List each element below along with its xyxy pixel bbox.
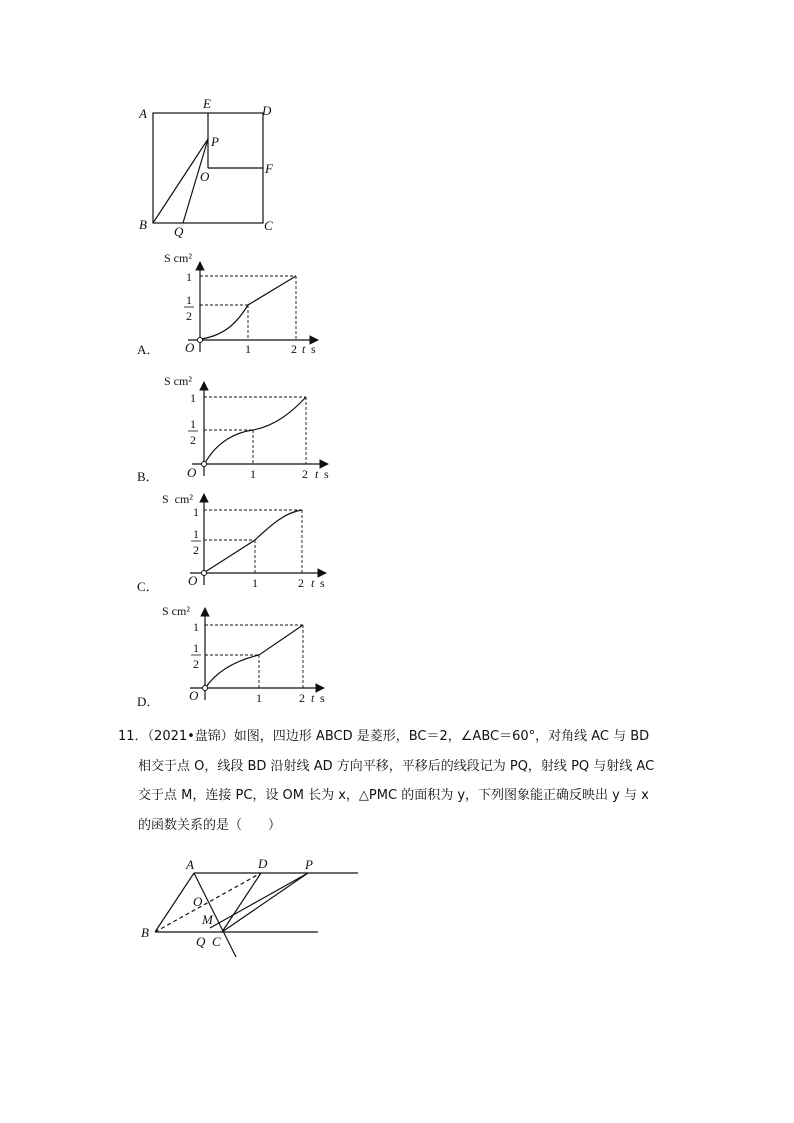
question-line-2: 相交于点 O，线段 BD 沿射线 AD 方向平移，平移后的线段记为 PQ，射线 PQ 与射线 AC xyxy=(138,758,655,774)
label-e: E xyxy=(203,96,211,111)
tick-x2: 2 xyxy=(302,467,308,481)
graph-d xyxy=(137,604,325,709)
option-a-letter: A． xyxy=(137,342,160,357)
axis-unit: s xyxy=(320,576,325,590)
tick-half-num: 1 xyxy=(186,293,192,307)
tick-x1: 1 xyxy=(252,576,258,590)
tick-y1: 1 xyxy=(186,270,192,284)
label-o: O xyxy=(200,169,210,184)
label-a: A xyxy=(186,857,194,872)
label-p: P xyxy=(305,857,313,872)
ylabel-c: S cm² xyxy=(162,492,193,506)
tick-x1: 1 xyxy=(245,342,251,356)
origin-label: O xyxy=(185,340,195,355)
question-11 xyxy=(118,722,688,840)
axis-unit: s xyxy=(324,467,329,481)
curve-a xyxy=(201,276,296,339)
tick-x2: 2 xyxy=(299,691,305,705)
question-line-4: 的函数关系的是（ ） xyxy=(138,817,282,833)
option-b-letter: B． xyxy=(137,469,159,484)
label-q: Q xyxy=(196,934,206,949)
axis-t: t xyxy=(302,342,306,356)
tick-x2: 2 xyxy=(291,342,297,356)
tick-x1: 1 xyxy=(256,691,262,705)
curve-c xyxy=(205,510,302,572)
ylabel-d: S cm² xyxy=(162,604,190,618)
tick-half-num: 1 xyxy=(193,641,199,655)
label-c: C xyxy=(264,218,273,233)
tick-half-num: 1 xyxy=(190,417,196,431)
tick-y1: 1 xyxy=(193,505,199,519)
origin-label: O xyxy=(187,465,197,480)
label-b: B xyxy=(139,217,147,232)
label-d: D xyxy=(258,856,268,871)
axis-t: t xyxy=(311,576,315,590)
label-c: C xyxy=(212,934,221,949)
graph-a xyxy=(137,251,318,357)
ylabel-b: S cm² xyxy=(164,374,192,388)
label-a: A xyxy=(139,106,147,121)
origin-label: O xyxy=(189,688,199,703)
tick-x2: 2 xyxy=(298,576,304,590)
label-f: F xyxy=(265,161,273,176)
axis-t: t xyxy=(311,691,315,705)
graph-b xyxy=(137,374,329,484)
axis-unit: s xyxy=(320,691,325,705)
tick-half-num: 1 xyxy=(193,527,199,541)
option-d-letter: D． xyxy=(137,694,160,709)
tick-half-den: 2 xyxy=(193,543,199,557)
segment-pq xyxy=(210,873,308,928)
tick-y1: 1 xyxy=(193,620,199,634)
label-b: B xyxy=(141,925,149,940)
tick-half-den: 2 xyxy=(186,309,192,323)
question-line-3: 交于点 M，连接 PC，设 OM 长为 x，△PMC 的面积为 y，下列图象能正确反映出 y 与 x xyxy=(138,788,649,803)
curve-d xyxy=(206,625,303,687)
option-c-letter: C． xyxy=(137,579,159,594)
label-o: O xyxy=(193,894,203,909)
tick-half-den: 2 xyxy=(193,657,199,671)
question-line-1: 11．（2021•盘锦）如图，四边形 ABCD 是菱形，BC＝2，∠ABC＝60°，对角线 AC 与 BD xyxy=(118,729,650,744)
label-p: P xyxy=(211,134,219,149)
axis-unit: s xyxy=(311,342,316,356)
axis-t: t xyxy=(315,467,319,481)
graph-c xyxy=(137,492,326,594)
ylabel-a: S cm² xyxy=(164,251,192,265)
tick-half-den: 2 xyxy=(190,433,196,447)
label-q: Q xyxy=(174,224,184,239)
origin-label: O xyxy=(188,573,198,588)
tick-x1: 1 xyxy=(250,467,256,481)
segment-pc xyxy=(222,873,308,932)
rhombus-figure xyxy=(141,856,358,957)
side-ab xyxy=(155,873,194,932)
label-d: D xyxy=(262,103,272,118)
tick-y1: 1 xyxy=(190,391,196,405)
label-m: M xyxy=(202,912,213,927)
